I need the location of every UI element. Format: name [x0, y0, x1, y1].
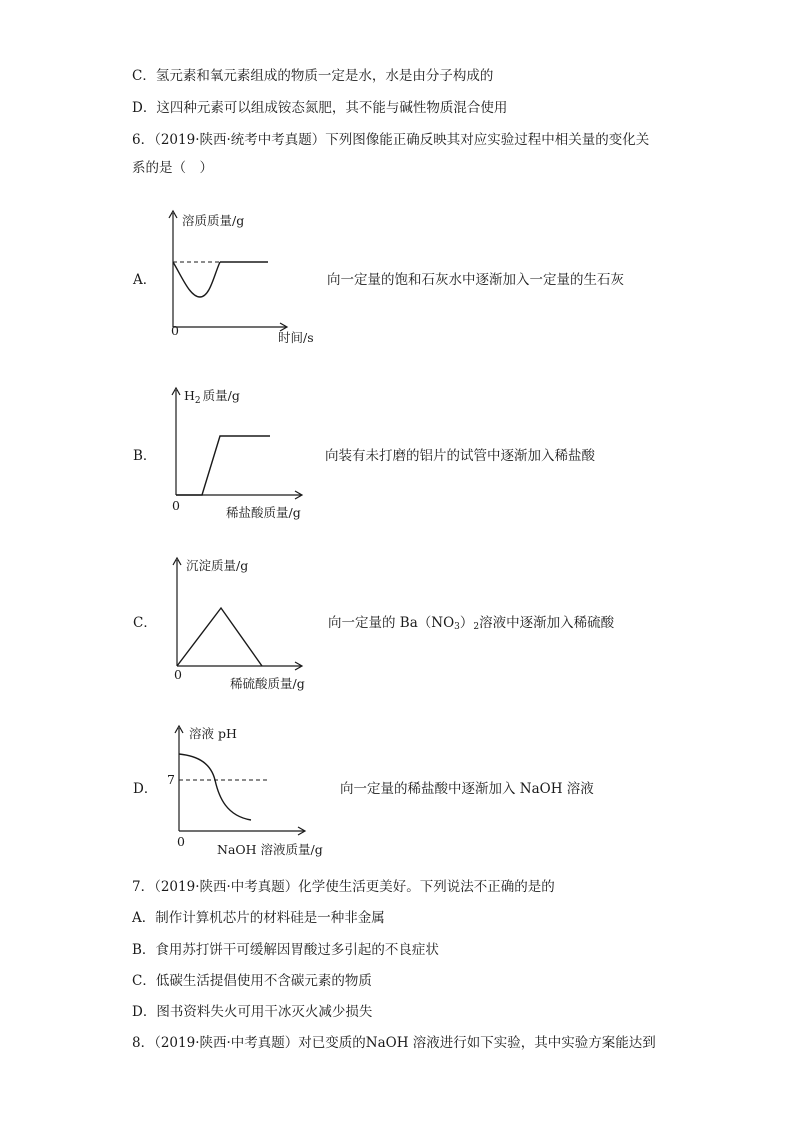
q6-b-ylabel-sub: 2 [194, 396, 201, 406]
q6-b-xlabel: 稀盐酸质量/g [226, 505, 301, 520]
q6-stem-line1: 6．（2019·陕西·统考中考真题）下列图像能正确反映其对应实验过程中相关量的变化关 [132, 132, 650, 148]
prev-option-c: C．氢元素和氧元素组成的物质一定是水，水是由分子构成的 [132, 68, 494, 84]
q7-option-a: A．制作计算机芯片的材料硅是一种非金属 [132, 910, 385, 926]
q6-b-origin: 0 [172, 498, 180, 513]
q6-d-origin: 0 [177, 834, 185, 849]
q6-option-d-graph [163, 720, 333, 865]
q6-c-ylabel: 沉淀质量/g [186, 558, 249, 573]
q6-c-desc-sub1: 3 [454, 622, 460, 632]
q6-option-b-label: B． [133, 448, 157, 464]
q6-c-desc-post: 溶液中逐渐加入稀硫酸 [479, 615, 615, 631]
q6-option-a-desc: 向一定量的饱和石灰水中逐渐加入一定量的生石灰 [327, 272, 624, 288]
prev-option-d: D．这四种元素可以组成铵态氮肥，其不能与碱性物质混合使用 [132, 100, 508, 116]
q6-b-ylabel [184, 388, 240, 406]
q6-d-xlabel: NaOH 溶液质量/g [217, 842, 323, 857]
q6-option-d-desc: 向一定量的稀盐酸中逐渐加入 NaOH 溶液 [340, 781, 594, 797]
q6-option-b-graph [164, 382, 314, 527]
q6-b-ylabel-rest: 质量/g [202, 388, 240, 403]
q6-option-c-label: C． [133, 615, 157, 631]
q6-d-ylabel: 溶液 pH [189, 726, 237, 741]
q7-option-c: C．低碳生活提倡使用不含碳元素的物质 [132, 973, 372, 989]
q6-b-ylabel-main: H [184, 388, 195, 403]
q7-option-d: D．图书资料失火可用干冰灭火减少损失 [132, 1004, 373, 1020]
q6-a-xlabel: 时间/s [278, 330, 314, 345]
q7-option-b: B．食用苏打饼干可缓解因胃酸过多引起的不良症状 [132, 942, 439, 958]
q6-d-ytick: 7 [167, 772, 175, 787]
q6-c-origin: 0 [174, 667, 182, 682]
q6-option-b-desc: 向装有未打磨的铝片的试管中逐渐加入稀盐酸 [325, 448, 595, 464]
q6-option-a-graph [160, 205, 330, 350]
q6-a-origin: 0 [171, 323, 179, 338]
q8-stem: 8．（2019·陕西·中考真题）对已变质的NaOH 溶液进行如下实验，其中实验方案能达到 [132, 1035, 656, 1051]
q6-a-ylabel: 溶质质量/g [182, 213, 245, 228]
q6-option-a-label: A． [133, 272, 157, 288]
q6-c-desc-pre: 向一定量的 Ba（NO [328, 615, 455, 631]
q6-option-c-desc [328, 613, 614, 637]
q7-stem: 7．（2019·陕西·中考真题）化学使生活更美好。下列说法不正确的是的 [132, 879, 555, 895]
q6-c-xlabel: 稀硫酸质量/g [230, 676, 305, 691]
q6-c-desc-sub2: 2 [473, 622, 480, 632]
q6-stem-line2: 系的是（ ） [132, 160, 213, 176]
q6-option-c-graph [166, 553, 326, 698]
q6-c-desc-mid: ） [459, 615, 474, 631]
q6-option-d-label: D． [133, 781, 158, 797]
